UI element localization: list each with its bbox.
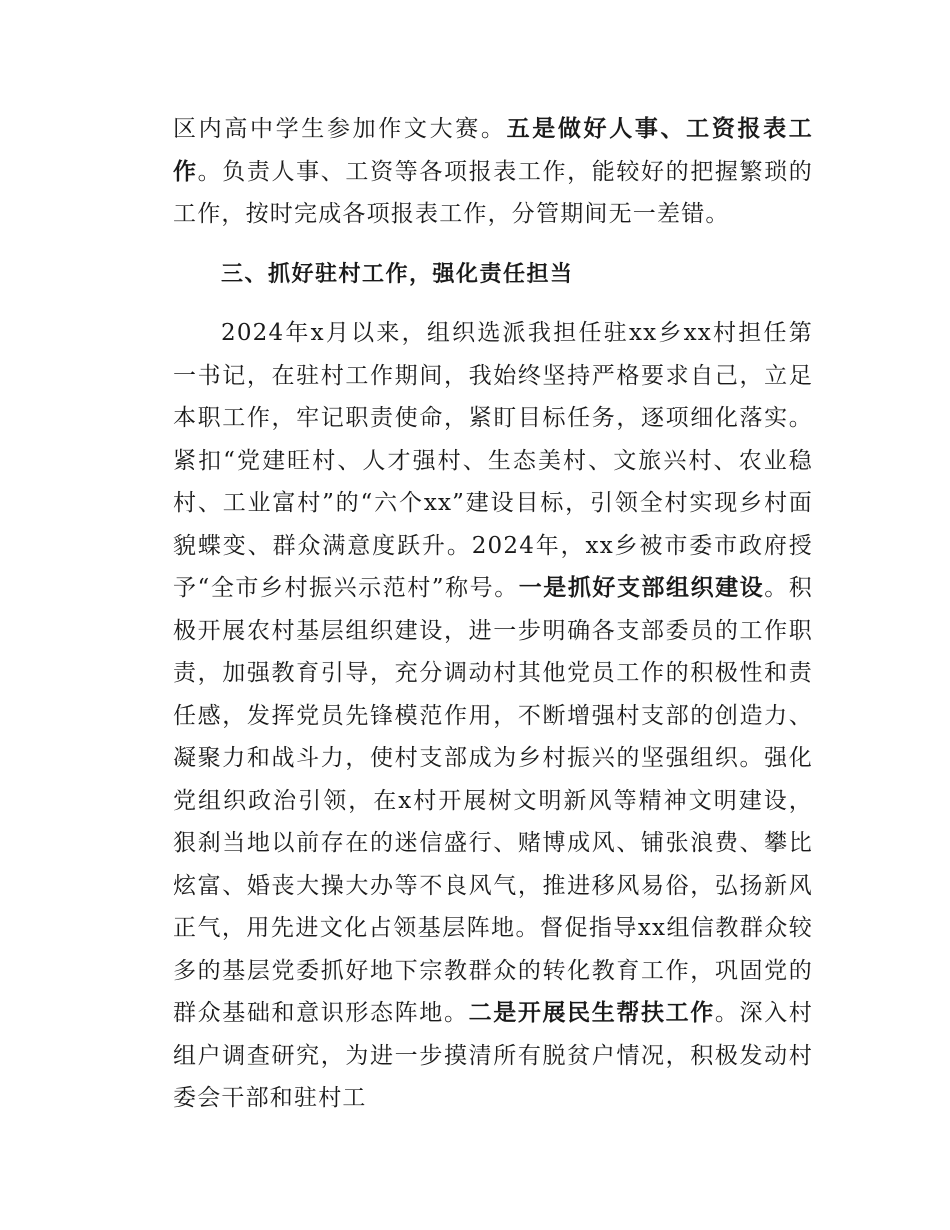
bold-key-point: 五是做好人事、工资报表工作 bbox=[173, 116, 813, 185]
paragraph-text: 2024年x月以来，组织选派我担任驻xx乡xx村担任第一书记，在驻村工作期间，我始终坚持严格要求自己，立足本职工作，牢记职责使命，紧盯目标任务，逐项细化落实。紧扣“党建旺村、人才强村、生态美村、文旅兴村、农业稳村、工业富村”的“六个xx”建设目标，引领全村实现乡村面貌蝶变、群众满意度跃升。2024年，xx乡被市委市政府授予“全市乡村振兴示范村”称号。 bbox=[173, 320, 813, 601]
paragraph-text: 。深入村组户调查研究，为进一步摸清所有脱贫户情况，积极发动村委会干部和驻村工 bbox=[173, 1000, 813, 1111]
document-page bbox=[173, 108, 813, 1120]
paragraph-continuation bbox=[173, 108, 813, 236]
bold-key-point: 一是抓好支部组织建设 bbox=[518, 575, 765, 601]
section-heading: 三、抓好驻村工作，强化责任担当 bbox=[221, 261, 574, 287]
paragraph-text: 。积极开展农村基层组织建设，进一步明确各支部委员的工作职责，加强教育引导，充分调动村其他党员工作的积极性和责任感，发挥党员先锋模范作用，不断增强村支部的创造力、凝聚力和战斗力，使村支部成为乡村振兴的坚强组织。强化党组织政治引领，在x村开展树文明新风等精神文明建设，狠刹当地以前存在的迷信盛行、赌博成风、铺张浪费、攀比炫富、婚丧大操大办等不良风气，推进移风易俗，弘扬新风正气，用先进文化占领基层阵地。督促指导xx组信教群众较多的基层党委抓好地下宗教群众的转化教育工作，巩固党的群众基础和意识形态阵地。 bbox=[173, 575, 813, 1026]
bold-key-point: 二是开展民生帮扶工作 bbox=[468, 1000, 715, 1026]
paragraph-text: 区内高中学生参加作文大赛。 bbox=[173, 116, 507, 142]
paragraph-text: 。负责人事、工资等各项报表工作，能较好的把握繁琐的工作，按时完成各项报表工作，分管期间无一差错。 bbox=[173, 158, 814, 227]
paragraph-body bbox=[173, 312, 813, 1120]
